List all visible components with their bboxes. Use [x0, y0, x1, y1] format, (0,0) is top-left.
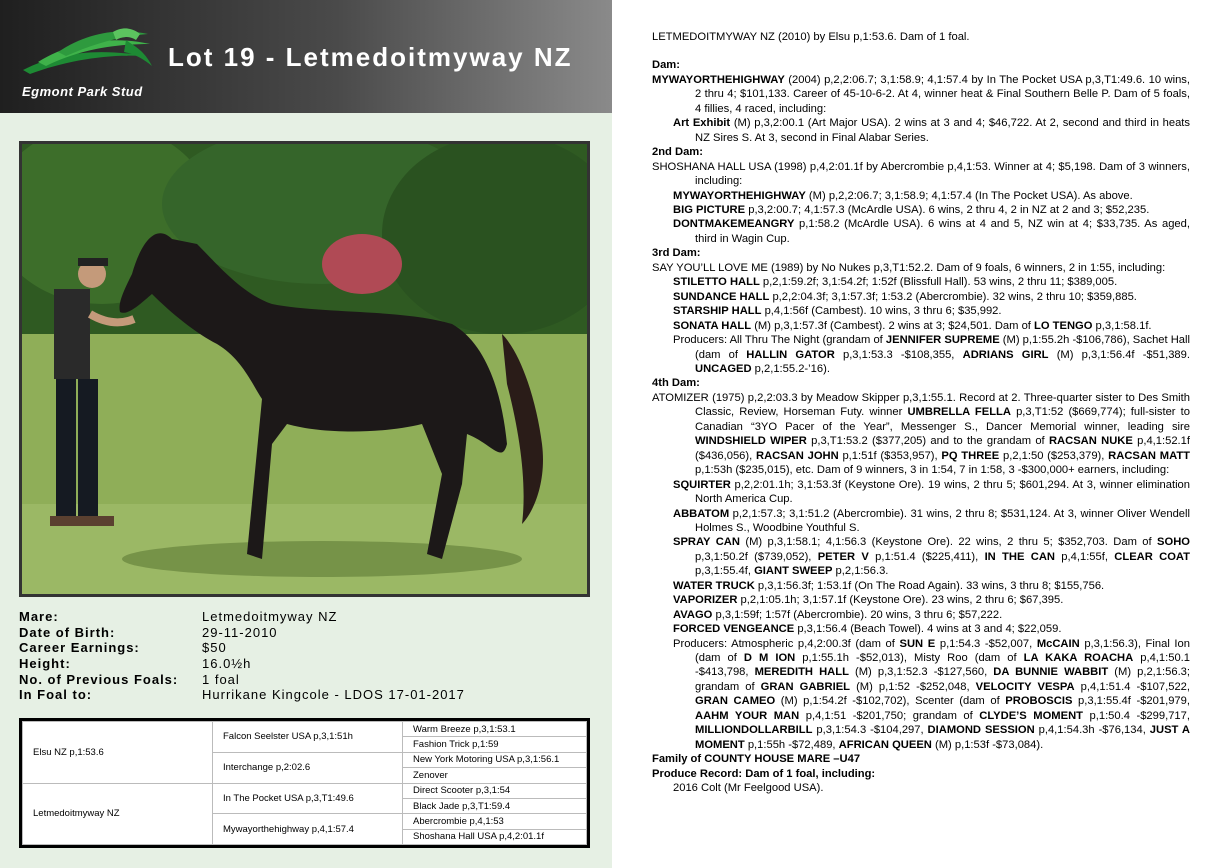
pedigree-cell: Warm Breeze p,3,1:53.1	[403, 722, 587, 737]
pedigree-sire: Elsu NZ p,1:53.6	[23, 722, 213, 784]
pedigree-cell: Falcon Seelster USA p,3,1:51h	[213, 722, 403, 753]
pedigree-cell: Interchange p,2:02.6	[213, 752, 403, 783]
fourth-dam-offspring: WATER TRUCK p,3,1:56.3f; 1:53.1f (On The Road Again). 33 wins, 3 thru 8; $155,756.	[673, 579, 1105, 592]
produce-heading: Produce Record: Dam of 1 foal, including:	[652, 767, 876, 780]
produce-item: 2016 Colt (Mr Feelgood USA).	[673, 782, 824, 795]
family-line: Family of COUNTY HOUSE MARE –U47	[652, 753, 861, 766]
fourth-dam-producers: Producers: Atmospheric p,4,2:00.3f (dam of SUN E p,1:54.3 -$52,007, McCAIN p,3,1:56.3), Final Ion (dam of D M ION p,1:55.1h -$52,013), Misty Roo (dam of LA KAKA ROACHA p,4,1:50.1 -$413,798, MEREDITH HALL (M) p,3,1:52.3 -$127,560, DA BUNNIE WABBIT (M) p,2,1:56.3; grandam of GRAN GABRIEL (M) p,1:52 -$252,048, VELOCITY VESPA p,4,1:51.4 -$107,522, GRAN CAMEO (M) p,1:54.2f -$102,702), Scenter (dam of PROBOSCIS p,3,1:55.4f -$201,979, AAHM YOUR MAN p,4,1:51 -$201,750; grandam of CLYDE’S MOMENT p,1:50.4 -$299,717, MILLIONDOLLARBILL p,3,1:54.3 -$104,297, DIAMOND SESSION p,4,1:54.3h -$76,134, JUST A MOMENT p,1:55h -$72,489, AFRICAN QUEEN (M) p,1:53f -$73,084).	[673, 637, 1191, 751]
catalogue-page	[652, 30, 1190, 796]
pedigree-cell: Shoshana Hall USA p,4,2:01.1f	[403, 829, 587, 844]
pedigree-cell: In The Pocket USA p,3,T1:49.6	[213, 783, 403, 814]
fourth-dam-offspring: SQUIRTER p,2,2:01.1h; 3,1:53.3f (Keystone Ore). 19 wins, 2 thru 5; $601,294. At 3, winner elimination North America Cup.	[673, 478, 1190, 506]
third-dam-heading: 3rd Dam:	[652, 247, 701, 260]
fourth-dam-heading: 4th Dam:	[652, 377, 700, 390]
left-panel	[0, 0, 612, 868]
third-dam-producers: Producers: All Thru The Night (grandam of JENNIFER SUPREME (M) p,1:55.2h -$106,786), Sachet Hall (dam of HALLIN GATOR p,3,1:53.3 -$108,355, ADRIANS GIRL (M) p,3,1:56.4f -$51,389. UNCAGED p,2,1:55.2-’16).	[673, 334, 1191, 375]
pedigree-cell: Abercrombie p,4,1:53	[403, 814, 587, 829]
detail-row-earnings: Career Earnings: $50	[19, 640, 227, 656]
second-dam-offspring: DONTMAKEMEANGRY p,1:58.2 (McArdle USA). 6 wins at 4 and 5, NZ win at 4; $33,735. As aged, third in Wagin Cup.	[673, 218, 1190, 245]
fourth-dam-offspring: FORCED VENGEANCE p,3,1:56.4 (Beach Towel). 4 wins at 3 and 4; $22,059.	[673, 623, 1062, 636]
detail-row-dob: Date of Birth: 29-11-2010	[19, 624, 278, 640]
second-dam-offspring: MYWAYORTHEHIGHWAY (M) p,2,2:06.7; 3,1:58.9; 4,1:57.4 (In The Pocket USA). As above.	[673, 189, 1133, 202]
intro-line: LETMEDOITMYWAY NZ (2010) by Elsu p,1:53.6. Dam of 1 foal.	[652, 31, 970, 43]
pedigree-cell: New York Motoring USA p,3,1:56.1	[403, 752, 587, 767]
detail-row-mare: Mare: Letmedoitmyway NZ	[19, 609, 338, 624]
pedigree-cell: Fashion Trick p,1:59	[403, 737, 587, 752]
pedigree-cell: Mywayorthehighway p,4,1:57.4	[213, 814, 403, 845]
lot-title: Lot 19 - Letmedoitmyway NZ	[168, 42, 573, 72]
dam-offspring: Art Exhibit (M) p,3,2:00.1 (Art Major USA). 2 wins at 3 and 4; $46,722. At 2, second and third in heats NZ Sires S. At 3, second in Final Alabar Series.	[673, 117, 1190, 144]
pedigree-dam: Letmedoitmyway NZ	[23, 783, 213, 845]
horse-logo-icon	[18, 22, 158, 82]
third-dam-offspring: STILETTO HALL p,2,1:59.2f; 3,1:54.2f; 1:52f (Blissfull Hall). 53 wins, 2 thru 11; $389,005.	[673, 276, 1118, 289]
header-banner	[0, 0, 612, 113]
pedigree-cell: Zenover	[403, 768, 587, 783]
third-dam-offspring: SUNDANCE HALL p,2,2:04.3f; 3,1:57.3f; 1:53.2 (Abercrombie). 32 wins, 2 thru 10; $359,885.	[673, 290, 1137, 303]
pedigree-cell: Direct Scooter p,3,1:54	[403, 783, 587, 798]
pedigree-table	[19, 718, 590, 848]
fourth-dam-offspring: SPRAY CAN (M) p,3,1:58.1; 4,1:56.3 (Keystone Ore). 22 wins, 2 thru 5; $352,703. Dam of SOHO p,3,1:50.2f ($739,052), PETER V p,1:51.4 ($225,411), IN THE CAN p,4,1:55f, CLEAR COAT p,3,1:55.4f, GIANT SWEEP p,2,1:56.3.	[673, 536, 1190, 578]
pedigree-cell: Black Jade p,3,T1:59.4	[403, 798, 587, 813]
dam-heading: Dam:	[652, 59, 680, 72]
detail-row-foals: No. of Previous Foals: 1 foal	[19, 671, 240, 687]
second-dam-entry: SHOSHANA HALL USA (1998) p,4,2:01.1f by Abercrombie p,4,1:53. Winner at 4; $5,198. Dam of 3 winners, including:	[652, 160, 1190, 188]
fourth-dam-offspring: ABBATOM p,2,1:57.3; 3,1:51.2 (Abercrombie). 31 wins, 2 thru 8; $531,124. At 3, winner Oliver Wendell Holmes S., Woodbine Youthful S.	[673, 507, 1190, 534]
stud-name: Egmont Park Stud	[22, 84, 143, 99]
third-dam-entry: SAY YOU’LL LOVE ME (1989) by No Nukes p,3,T1:52.2. Dam of 9 foals, 6 winners, 2 in 1:55, including:	[652, 261, 1166, 274]
fourth-dam-entry: ATOMIZER (1975) p,2,2:03.3 by Meadow Skipper p,3,1:55.1. Record at 2. Three-quarter sister to Des Smith Classic, Review, Horseman Futy. winner UMBRELLA FELLA p,3,T1:52 ($669,774); full-sister to Canadian “3YO Pacer of the Year”, Messenger S., Dancer Memorial winner, leading sire WINDSHIELD WIPER p,3,T1:53.2 ($377,205) and to the grandam of RACSAN NUKE p,4,1:52.1f ($436,056), RACSAN JOHN p,1:51f ($353,957), PQ THREE p,2,1:50 ($253,379), RACSAN MATT p,1:53h ($235,015), etc. Dam of 9 winners, 3 in 1:54, 7 in 1:58, 3 -$300,000+ earners, including:	[652, 391, 1191, 477]
fourth-dam-offspring: AVAGO p,3,1:59f; 1:57f (Abercrombie). 20 wins, 3 thru 6; $57,222.	[673, 608, 1003, 621]
third-dam-offspring: STARSHIP HALL p,4,1:56f (Cambest). 10 wins, 3 thru 6; $35,992.	[673, 305, 1002, 318]
third-dam-offspring: SONATA HALL (M) p,3,1:57.3f (Cambest). 2 wins at 3; $24,501. Dam of LO TENGO p,3,1:58.1f.	[673, 319, 1152, 332]
fourth-dam-offspring: VAPORIZER p,2,1:05.1h; 3,1:57.1f (Keystone Ore). 23 wins, 2 thru 6; $67,395.	[673, 594, 1064, 607]
detail-row-in-foal: In Foal to: Hurrikane Kingcole - LDOS 17-01-2017	[19, 687, 465, 703]
horse-photo	[19, 141, 590, 597]
detail-row-height: Height: 16.0½h	[19, 656, 252, 672]
dam-entry: MYWAYORTHEHIGHWAY (2004) p,2,2:06.7; 3,1:58.9; 4,1:57.4 by In The Pocket USA p,3,T1:49.6. 10 wins, 2 thru 4; $101,133. Career of 45-10-6-2. At 4, winner heat & Final Southern Belle P. Dam of 5 foals, 4 fillies, 4 raced, including:	[652, 73, 1190, 115]
second-dam-offspring: BIG PICTURE p,3,2:00.7; 4,1:57.3 (McArdle USA). 6 wins, 2 thru 4, 2 in NZ at 2 and 3; $52,235.	[673, 203, 1150, 216]
mare-details	[19, 609, 599, 703]
second-dam-heading: 2nd Dam:	[652, 146, 703, 159]
